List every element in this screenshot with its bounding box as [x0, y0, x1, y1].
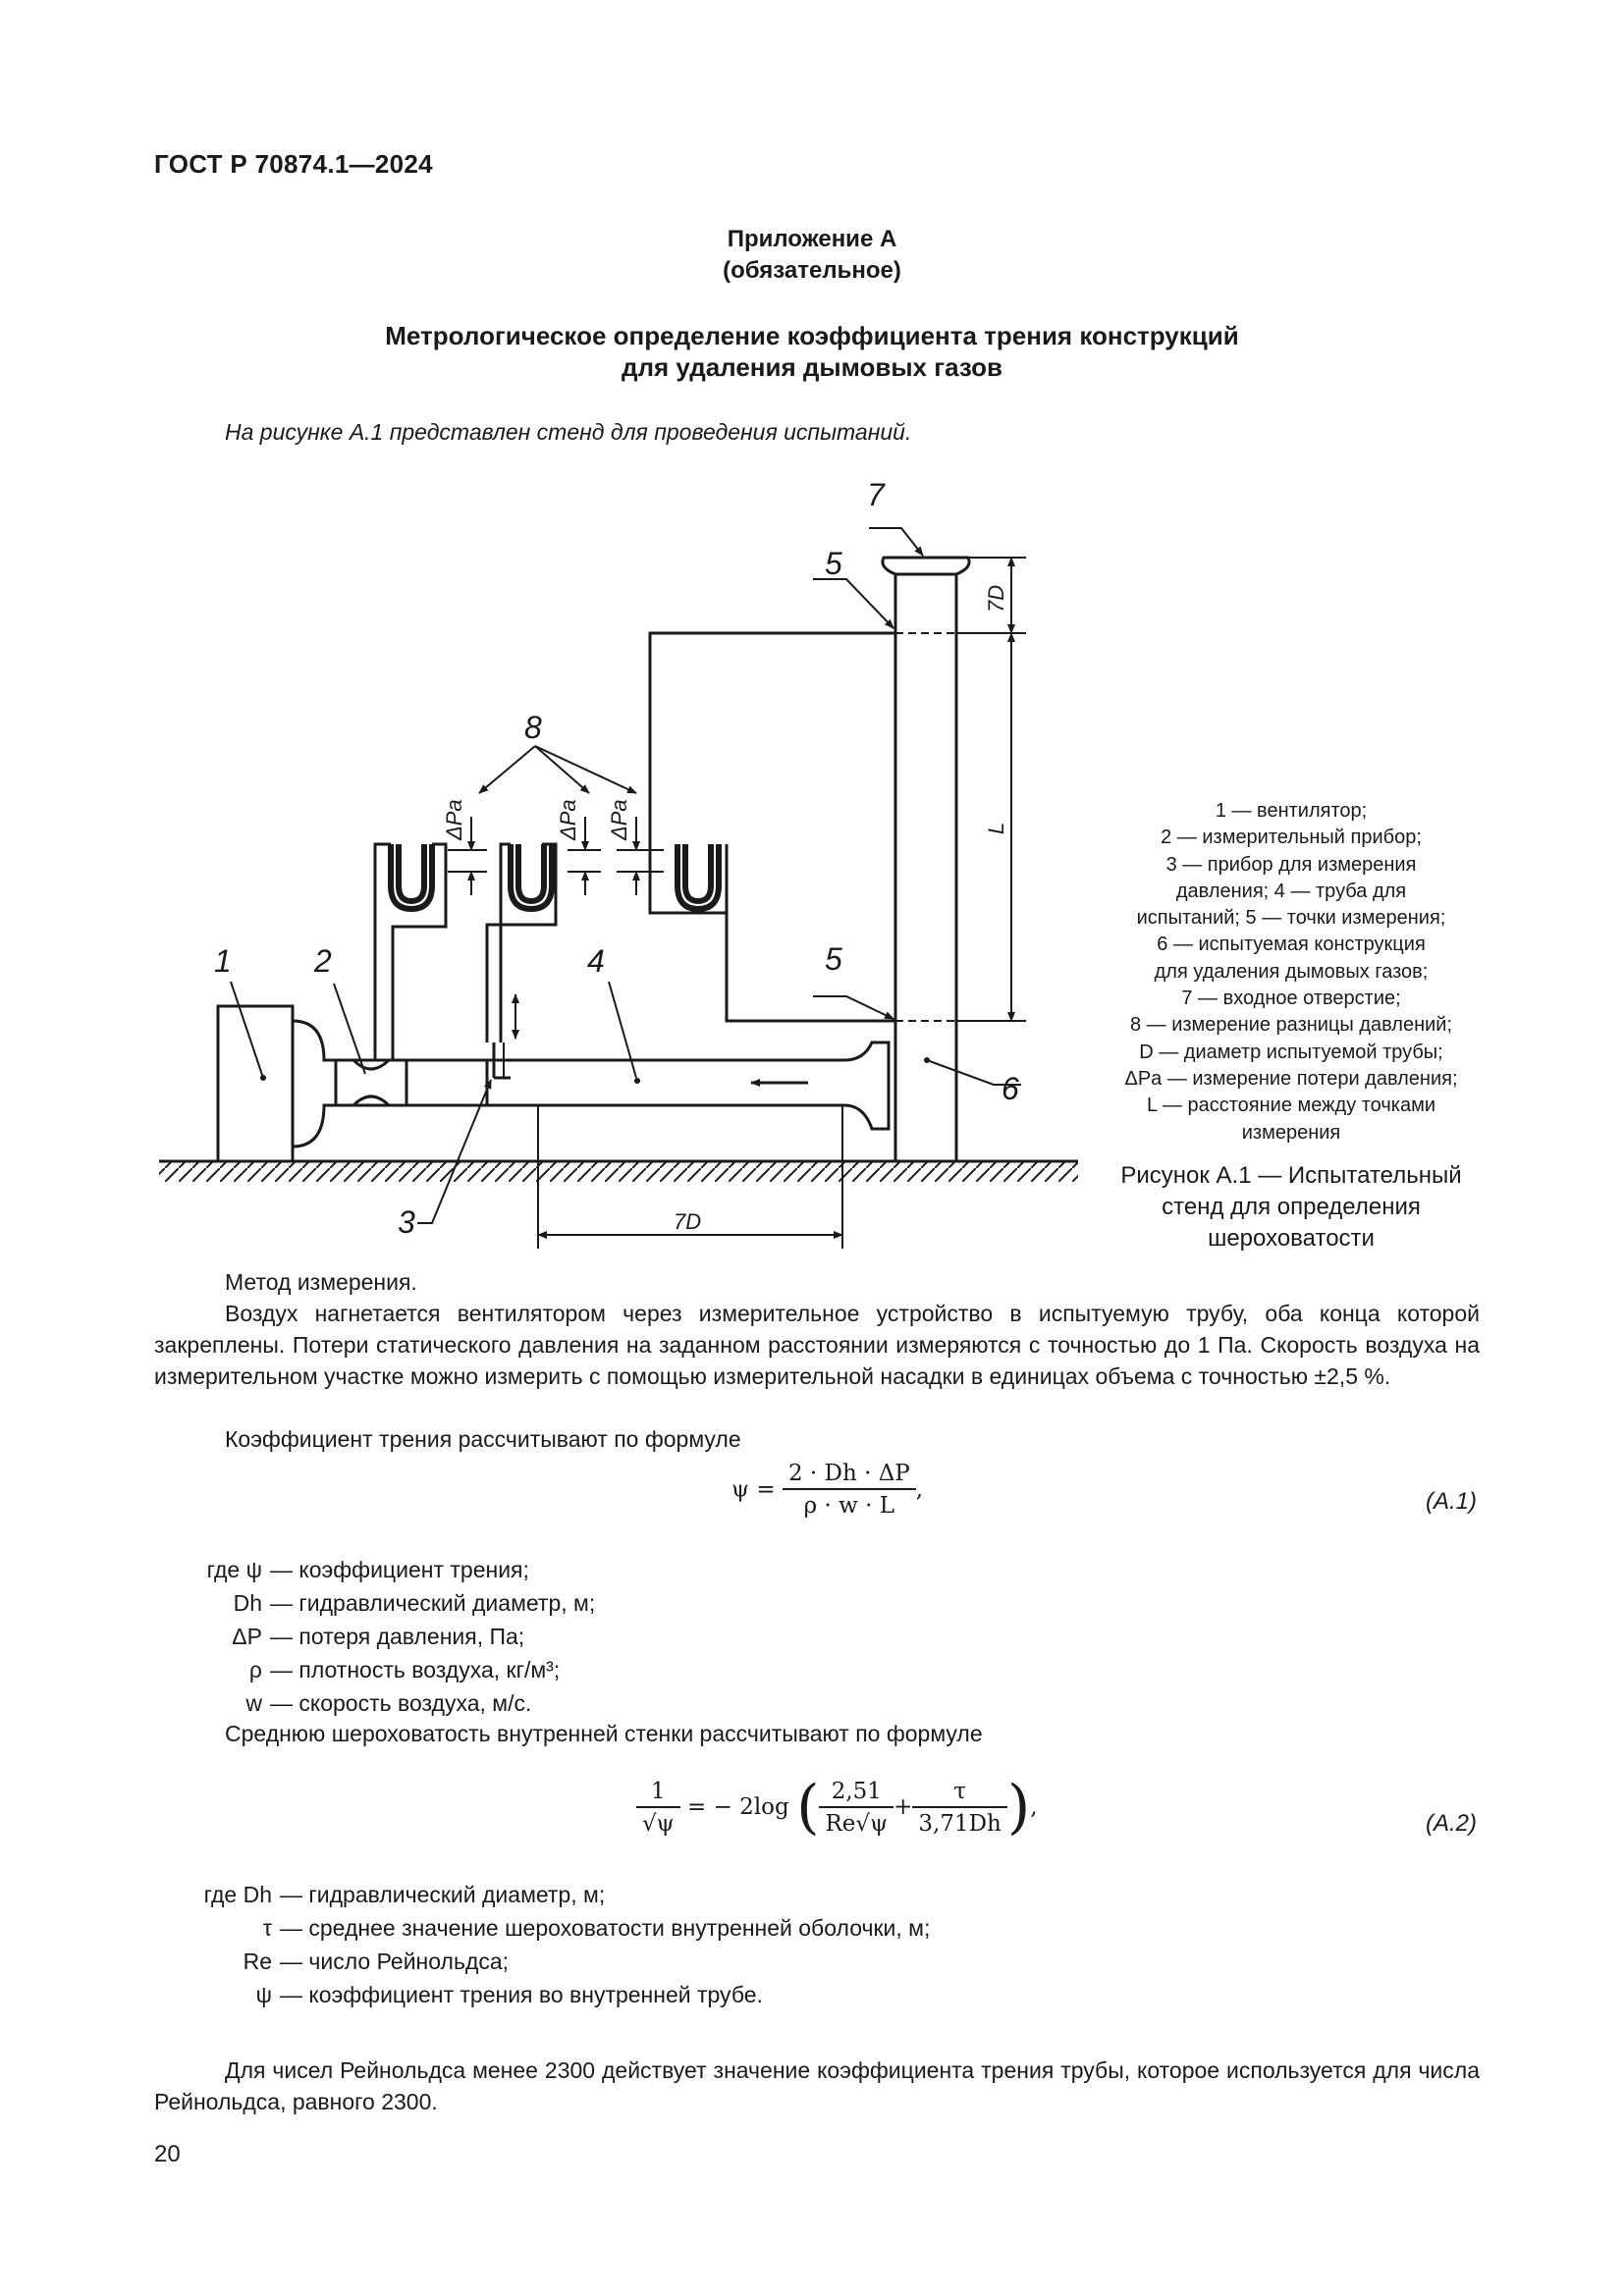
formula-a2-term2-numerator: τ	[912, 1779, 1006, 1808]
formula-a2-close-paren: )	[1006, 1773, 1031, 1842]
label-8: 8	[524, 710, 542, 745]
formula-a1	[731, 1461, 923, 1519]
legend-line: 8 — измерение разницы давлений;	[1129, 1014, 1453, 1037]
formula-a2-label: (А.2)	[1426, 1810, 1478, 1837]
variable-description: — число Рейнольдса;	[280, 1949, 510, 1974]
label-7: 7	[867, 477, 885, 512]
legend-line: испытаний; 5 — точки измерения;	[1136, 907, 1446, 930]
variable-description: — среднее значение шероховатости внутренней оболочки, м;	[280, 1915, 931, 1941]
variable-description: — гидравлический диаметр, м;	[280, 1882, 606, 1907]
caption-line: шероховатости	[1208, 1225, 1375, 1252]
paragraph-formula1-intro: Коэффициент трения рассчитывают по формуле	[225, 1426, 741, 1452]
legend-line: 7 — входное отверстие;	[1181, 988, 1401, 1010]
variable-description: — потеря давления, Па;	[270, 1624, 525, 1649]
document-header: ГОСТ Р 70874.1—2024	[154, 149, 433, 179]
paragraph-method: Метод измерения.	[225, 1269, 417, 1295]
label-5-top: 5	[825, 546, 842, 581]
variable-symbol: ψ	[255, 1982, 272, 2007]
variable-symbol: w	[245, 1690, 262, 1716]
legend-line: для удаления дымовых газов;	[1154, 960, 1429, 983]
label-1: 1	[214, 943, 232, 979]
section-title-line1: Метрологическое определение коэффициента трения конструкций	[385, 321, 1239, 350]
variable-symbol: ρ	[248, 1657, 262, 1682]
variable-description: — гидравлический диаметр, м;	[270, 1590, 596, 1616]
ground-hatch	[159, 1162, 1078, 1182]
variable-symbol: τ	[262, 1915, 272, 1941]
dpa-label-1: ΔPa	[442, 799, 466, 840]
appendix-status: (обязательное)	[723, 257, 901, 284]
caption-line: стенд для определения	[1162, 1194, 1421, 1220]
variable-symbol: Dh	[233, 1590, 262, 1616]
formula-a2-open-paren: (	[796, 1773, 820, 1842]
inlet-flange	[883, 558, 969, 574]
u-gauge-3	[677, 844, 719, 909]
formula-a1-label: (А.1)	[1426, 1488, 1478, 1515]
dim-l: L	[984, 822, 1008, 834]
formula-a1-variables	[154, 1553, 841, 1730]
legend-line: L — расстояние между точками	[1146, 1095, 1436, 1117]
formula-a1-numerator: 2 · Dh · ΔP	[783, 1461, 916, 1490]
legend-line: давления; 4 — труба для	[1175, 880, 1407, 902]
legend-line: измерения	[1241, 1121, 1341, 1144]
variable-description: — коэффициент трения;	[270, 1557, 529, 1582]
variable-description: — коэффициент трения во внутренней трубе.	[280, 1982, 763, 2007]
variable-symbol: где ψ	[206, 1557, 262, 1582]
legend-line: ΔPa — измерение потери давления;	[1124, 1067, 1458, 1090]
formula-a2	[636, 1773, 1038, 1842]
pipe-inlet	[844, 1042, 889, 1129]
u-gauge-1	[391, 844, 432, 909]
legend-line: 2 — измерительный прибор;	[1161, 827, 1422, 849]
label-2: 2	[314, 943, 332, 979]
figure-legend	[1090, 798, 1492, 1147]
label-4: 4	[587, 943, 605, 979]
dim-7d-top: 7D	[984, 584, 1008, 613]
section-title-line2: для удаления дымовых газов	[621, 352, 1002, 382]
label-3: 3	[398, 1204, 415, 1240]
caption-line: Рисунок А.1 — Испытательный	[1120, 1162, 1462, 1189]
intro-text: На рисунке А.1 представлен стенд для проведения испытаний.	[225, 419, 912, 445]
formula-a1-comma: ,	[915, 1476, 924, 1503]
page-number: 20	[154, 2141, 181, 2167]
legend-line: 3 — прибор для измерения	[1165, 853, 1417, 876]
paragraph-description: Воздух нагнетается вентилятором через измерительное устройство в испытуемую трубу, оба конца которой закреплены. Потери статического давления на заданном расстоянии измеряются с точностью до 1 Па. Скорость воздуха на измерительном участке можно измерить с помощью измерительной насадки в единицах объема с точностью ±2,5 %.	[154, 1301, 1480, 1389]
formula-a2-term2-denominator: 3,71Dh	[918, 1810, 1001, 1837]
variable-description: — скорость воздуха, м/с.	[270, 1690, 532, 1716]
variable-symbol: ΔP	[232, 1624, 262, 1649]
u-gauge-2	[511, 844, 552, 909]
paragraph-formula2-intro: Среднюю шероховатость внутренней стенки рассчитывают по формуле	[225, 1721, 983, 1746]
paragraph-reynolds-note: Для чисел Рейнольдса менее 2300 действует значение коэффициента трения трубы, которое используется для числа Рейнольдса, равного 2300.	[154, 2057, 1480, 2114]
figure-caption	[1105, 1160, 1478, 1255]
formula-a1-lhs: ψ =	[731, 1476, 776, 1503]
formula-a2-lhs-denominator: √ψ	[642, 1810, 675, 1837]
dim-7d-bottom: 7D	[674, 1209, 702, 1234]
formula-a2-plus: +	[893, 1794, 913, 1820]
formula-a2-lhs-numerator: 1	[636, 1779, 680, 1808]
fan-outlet	[293, 1021, 336, 1147]
formula-a1-denominator: ρ · w · L	[803, 1493, 895, 1519]
formula-a2-term1-denominator: Re√ψ	[825, 1810, 889, 1837]
variable-symbol: Re	[243, 1949, 272, 1974]
variable-symbol: где Dh	[203, 1882, 272, 1907]
formula-a2-term1-numerator: 2,51	[819, 1779, 893, 1808]
measuring-device	[336, 1060, 406, 1105]
variable-description: — плотность воздуха, кг/м³;	[270, 1657, 561, 1682]
formula-a2-middle: = − 2log	[687, 1794, 789, 1820]
label-5-bottom: 5	[825, 941, 842, 977]
formula-a2-variables	[154, 1878, 1038, 2015]
label-6: 6	[1001, 1071, 1019, 1106]
fan-body	[218, 1006, 293, 1161]
appendix-title: Приложение А	[727, 226, 897, 252]
formula-a2-comma: ,	[1030, 1794, 1038, 1820]
legend-line: 1 — вентилятор;	[1215, 800, 1368, 822]
legend-line: 6 — испытуемая конструкция	[1157, 934, 1426, 956]
legend-line: D — диаметр испытуемой трубы;	[1139, 1041, 1443, 1063]
dpa-label-3: ΔPa	[607, 799, 631, 840]
dpa-label-2: ΔPa	[556, 799, 580, 840]
